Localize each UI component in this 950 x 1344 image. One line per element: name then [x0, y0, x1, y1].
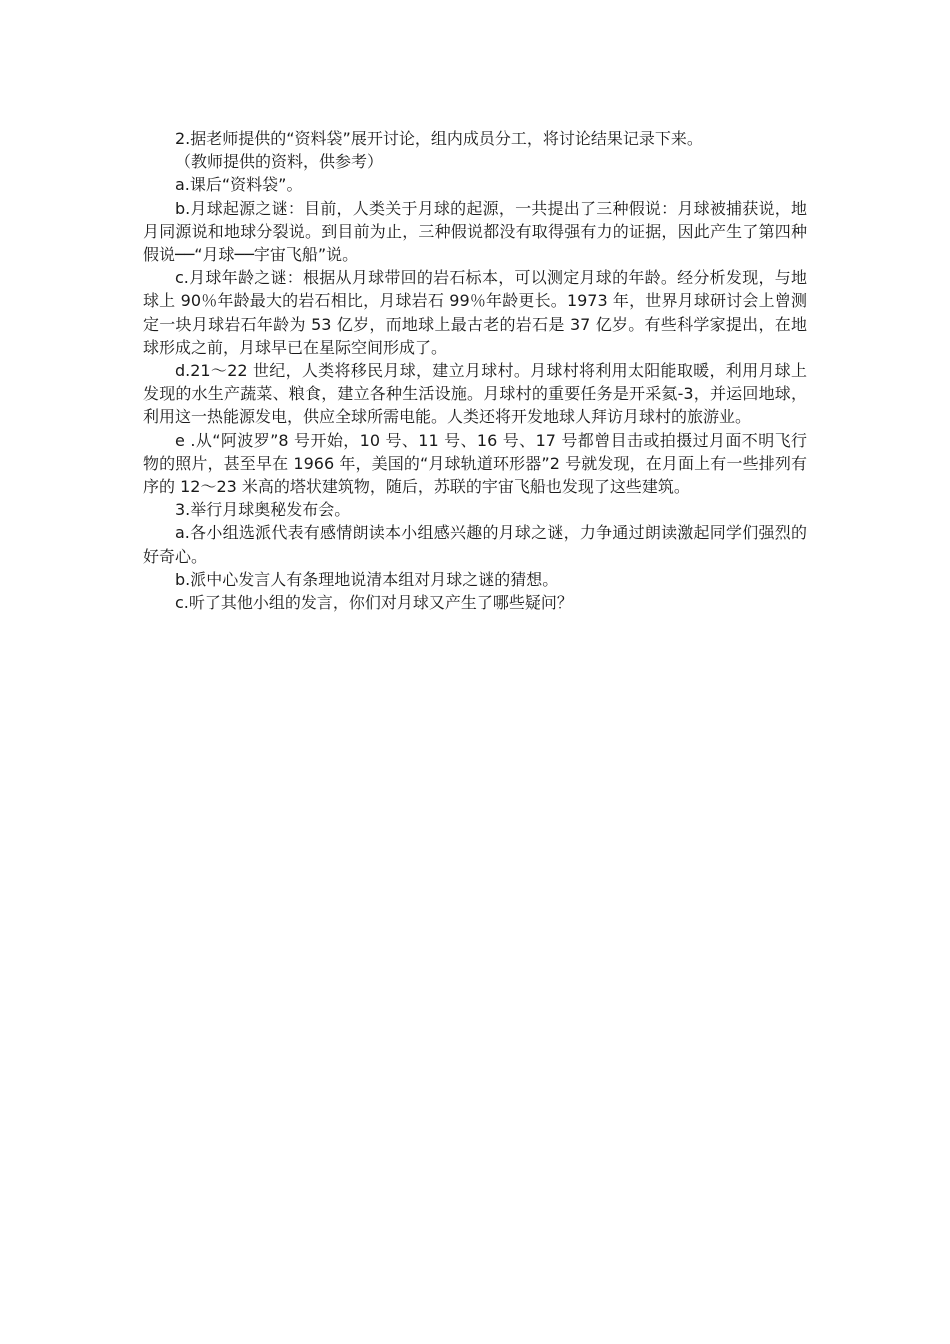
- paragraph-resource-bag: a.课后“资料袋”。: [175, 175, 303, 195]
- paragraph-group-speaker: b.派中心发言人有条理地说清本组对月球之谜的猜想。: [175, 569, 559, 589]
- document-body: [143, 127, 807, 614]
- paragraph-moon-age: c.月球年龄之谜：根据从月球带回的岩石标本，可以测定月球的年龄。经分析发现，与地球上 90％年龄最大的岩石相比，月球岩石 99％年龄更长。1973 年，世界月球研讨会上曾测定一块月球岩石年龄为 53 亿岁，而地球上最古老的岩石是 37 亿岁。有些科学家提出，在地球形成之前，月球早已在星际空间形成了。: [143, 268, 807, 357]
- paragraph-discussion-task: 2.据老师提供的“资料袋”展开讨论，组内成员分工，将讨论结果记录下来。: [175, 129, 703, 148]
- paragraph-follow-up-questions: c.听了其他小组的发言，你们对月球又产生了哪些疑问？: [175, 593, 573, 613]
- paragraph-apollo-sightings: e .从“阿波罗”8 号开始，10 号、11 号、16 号、17 号都曾目击或拍摄过月面不明飞行物的照片，甚至早在 1966 年，美国的“月球轨道环形器”2 号就发现，在月面上有一些排列有序的 12～23 米高的塔状建筑物，随后，苏联的宇宙飞船也发现了这些建筑。: [143, 430, 807, 497]
- paragraph-moon-village: d.21～22 世纪，人类将移民月球，建立月球村。月球村将利用太阳能取暖，利用月球上发现的水生产蔬菜、粮食，建立各种生活设施。月球村的重要任务是开采氦-3，并运回地球，利用这一热能源发电，供应全球所需电能。人类还将开发地球人拜访月球村的旅游业。: [143, 361, 807, 427]
- paragraph-moon-origin: b.月球起源之谜：目前，人类关于月球的起源，一共提出了三种假说：月球被捕获说，地月同源说和地球分裂说。到目前为止，三种假说都没有取得强有力的证据，因此产生了第四种假说──“月球──宇宙飞船”说。: [143, 198, 807, 265]
- paragraph-reference-note: （教师提供的资料，供参考）: [175, 152, 384, 172]
- paragraph-group-reading: a.各小组选派代表有感情朗读本小组感兴趣的月球之谜，力争通过朗读激起同学们强烈的好奇心。: [143, 523, 807, 566]
- paragraph-press-conference: 3.举行月球奥秘发布会。: [175, 500, 351, 520]
